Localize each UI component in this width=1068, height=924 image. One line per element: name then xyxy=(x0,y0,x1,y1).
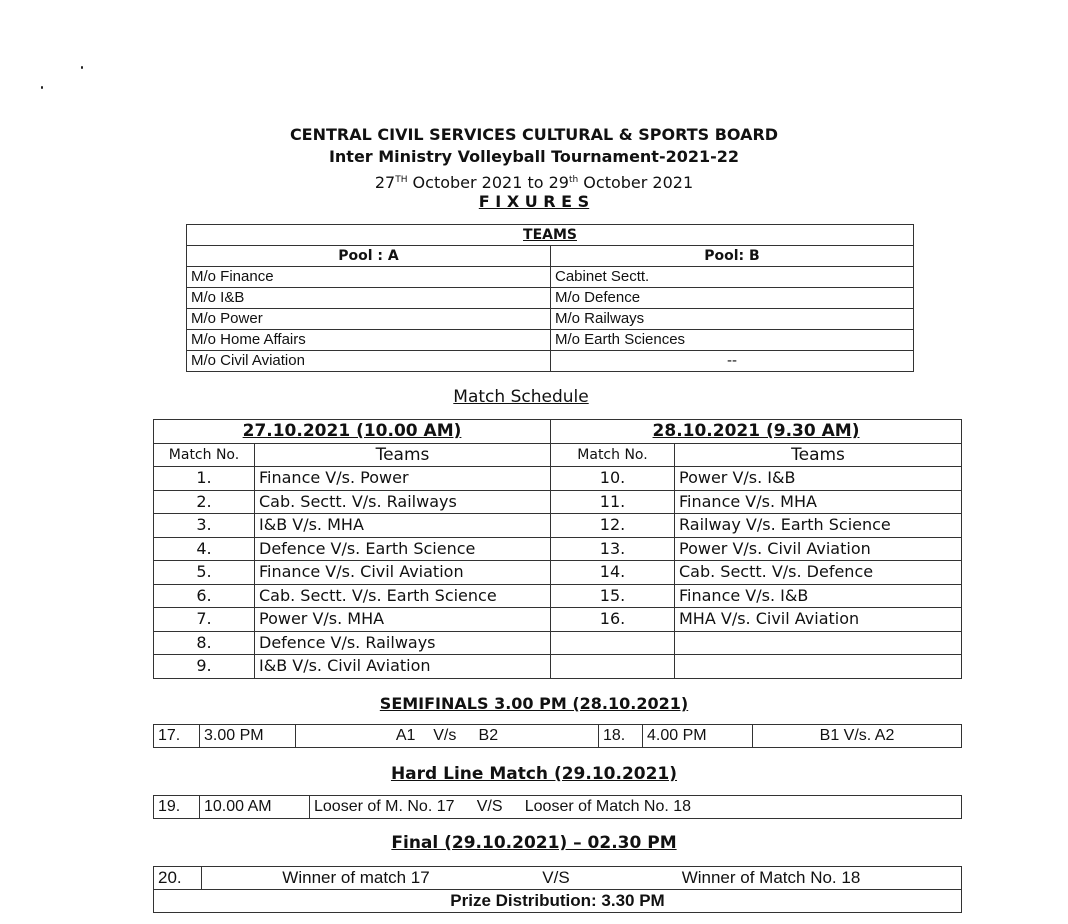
final-title: Final (29.10.2021) – 02.30 PM xyxy=(391,833,677,853)
schedule-row xyxy=(154,490,962,514)
hard-line-no: 19. xyxy=(154,796,200,819)
day1-heading: 27.10.2021 (10.00 AM) xyxy=(242,421,462,441)
match-no: 14. xyxy=(551,561,675,585)
schedule-day-headings xyxy=(154,420,962,444)
pool-header-row xyxy=(187,246,914,267)
pool-a-team: M/o Civil Aviation xyxy=(187,351,551,372)
day1-col-match-no: Match No. xyxy=(154,443,255,467)
match-no: 7. xyxy=(154,608,255,632)
schedule-row xyxy=(154,608,962,632)
semifinal-1-no: 17. xyxy=(154,725,200,748)
final-teams xyxy=(202,867,962,890)
match-teams: MHA V/s. Civil Aviation xyxy=(675,608,962,632)
pool-a-team: M/o Finance xyxy=(187,267,551,288)
pool-a-team: M/o Home Affairs xyxy=(187,330,551,351)
teams-title: TEAMS xyxy=(523,227,577,243)
match-teams: Defence V/s. Earth Science xyxy=(255,537,551,561)
match-no: 11. xyxy=(551,490,675,514)
match-no: 3. xyxy=(154,514,255,538)
final-right-team: Winner of Match No. 18 xyxy=(681,868,861,887)
match-teams: Cab. Sectt. V/s. Defence xyxy=(675,561,962,585)
pool-a-header: Pool : A xyxy=(187,246,551,267)
team-row xyxy=(187,309,914,330)
semifinal-1-time: 3.00 PM xyxy=(200,725,296,748)
pool-b-team: Cabinet Sectt. xyxy=(551,267,914,288)
semifinal-2-no: 18. xyxy=(599,725,643,748)
team-row xyxy=(187,267,914,288)
semifinals-title: SEMIFINALS 3.00 PM (28.10.2021) xyxy=(379,694,689,713)
tournament-title: Inter Ministry Volleyball Tournament-2021-22 xyxy=(328,147,740,166)
end-suffix: th xyxy=(568,175,579,185)
org-title: CENTRAL CIVIL SERVICES CULTURAL & SPORTS BOARD xyxy=(289,125,779,144)
scan-speck xyxy=(81,66,83,69)
fixtures-title: F I X U R E S xyxy=(478,192,590,211)
match-no: 10. xyxy=(551,467,675,491)
match-teams: Finance V/s. I&B xyxy=(675,584,962,608)
schedule-row xyxy=(154,467,962,491)
semifinal-2-teams: B1 V/s. A2 xyxy=(753,725,962,748)
match-schedule-title-wrap xyxy=(0,386,1068,408)
match-teams: Finance V/s. Civil Aviation xyxy=(255,561,551,585)
teams-table xyxy=(186,224,914,372)
empty-cell xyxy=(551,631,675,655)
match-teams: I&B V/s. MHA xyxy=(255,514,551,538)
pool-b-team: M/o Earth Sciences xyxy=(551,330,914,351)
scan-speck xyxy=(41,86,43,89)
empty-cell xyxy=(551,655,675,679)
final-row xyxy=(154,867,962,890)
schedule-row xyxy=(154,584,962,608)
schedule-row xyxy=(154,537,962,561)
match-teams: Railway V/s. Earth Science xyxy=(675,514,962,538)
prize-row xyxy=(154,890,962,913)
schedule-row xyxy=(154,514,962,538)
match-no: 12. xyxy=(551,514,675,538)
pool-a-team: M/o I&B xyxy=(187,288,551,309)
start-day: 27 xyxy=(374,173,396,192)
pool-b-team: -- xyxy=(551,351,914,372)
end-month-year: October 2021 xyxy=(578,173,694,192)
match-teams: Finance V/s. Power xyxy=(255,467,551,491)
pool-a-team: M/o Power xyxy=(187,309,551,330)
match-schedule-title: Match Schedule xyxy=(453,387,589,407)
match-no: 5. xyxy=(154,561,255,585)
team-row xyxy=(187,351,914,372)
final-no: 20. xyxy=(154,867,202,890)
pool-b-team: M/o Defence xyxy=(551,288,914,309)
day2-col-match-no: Match No. xyxy=(551,443,675,467)
match-no: 1. xyxy=(154,467,255,491)
semifinal-2-time: 4.00 PM xyxy=(643,725,753,748)
day1-col-teams: Teams xyxy=(255,443,551,467)
schedule-row xyxy=(154,561,962,585)
hard-line-table xyxy=(153,795,962,819)
match-no: 8. xyxy=(154,631,255,655)
final-title-wrap xyxy=(0,832,1068,854)
final-vs: V/S xyxy=(542,868,570,887)
match-teams: Cab. Sectt. V/s. Earth Science xyxy=(255,584,551,608)
start-suffix: TH xyxy=(395,175,408,185)
teams-title-row xyxy=(187,225,914,246)
match-no: 6. xyxy=(154,584,255,608)
empty-cell xyxy=(675,631,962,655)
schedule-table xyxy=(153,419,962,679)
final-left-team: Winner of match 17 xyxy=(282,868,430,887)
schedule-col-headers xyxy=(154,443,962,467)
day2-col-teams: Teams xyxy=(675,443,962,467)
match-teams: I&B V/s. Civil Aviation xyxy=(255,655,551,679)
semifinals-title-wrap xyxy=(0,694,1068,714)
team-row xyxy=(187,288,914,309)
semifinals-table xyxy=(153,724,962,748)
hard-line-title: Hard Line Match (29.10.2021) xyxy=(390,764,678,784)
team-row xyxy=(187,330,914,351)
empty-cell xyxy=(675,655,962,679)
prize-distribution: Prize Distribution: 3.30 PM xyxy=(154,890,962,913)
hard-line-time: 10.00 AM xyxy=(200,796,310,819)
schedule-row xyxy=(154,655,962,679)
hard-line-row xyxy=(154,796,962,819)
match-teams: Defence V/s. Railways xyxy=(255,631,551,655)
schedule-row xyxy=(154,631,962,655)
match-no: 9. xyxy=(154,655,255,679)
match-teams: Power V/s. I&B xyxy=(675,467,962,491)
semifinal-row xyxy=(154,725,962,748)
match-no: 2. xyxy=(154,490,255,514)
match-teams: Power V/s. Civil Aviation xyxy=(675,537,962,561)
pool-b-header: Pool: B xyxy=(551,246,914,267)
date-range-text: October 2021 to 29 xyxy=(407,173,569,192)
semifinal-1-teams: A1 V/s B2 xyxy=(296,725,599,748)
match-teams: Power V/s. MHA xyxy=(255,608,551,632)
match-teams: Cab. Sectt. V/s. Railways xyxy=(255,490,551,514)
match-no: 16. xyxy=(551,608,675,632)
match-no: 4. xyxy=(154,537,255,561)
hard-line-teams: Looser of M. No. 17 V/S Looser of Match No. 18 xyxy=(310,796,962,819)
day2-heading: 28.10.2021 (9.30 AM) xyxy=(652,421,860,441)
match-teams: Finance V/s. MHA xyxy=(675,490,962,514)
match-no: 13. xyxy=(551,537,675,561)
tournament-dates xyxy=(0,170,1068,193)
final-table xyxy=(153,866,962,913)
match-no: 15. xyxy=(551,584,675,608)
pool-b-team: M/o Railways xyxy=(551,309,914,330)
hard-line-title-wrap xyxy=(0,763,1068,785)
